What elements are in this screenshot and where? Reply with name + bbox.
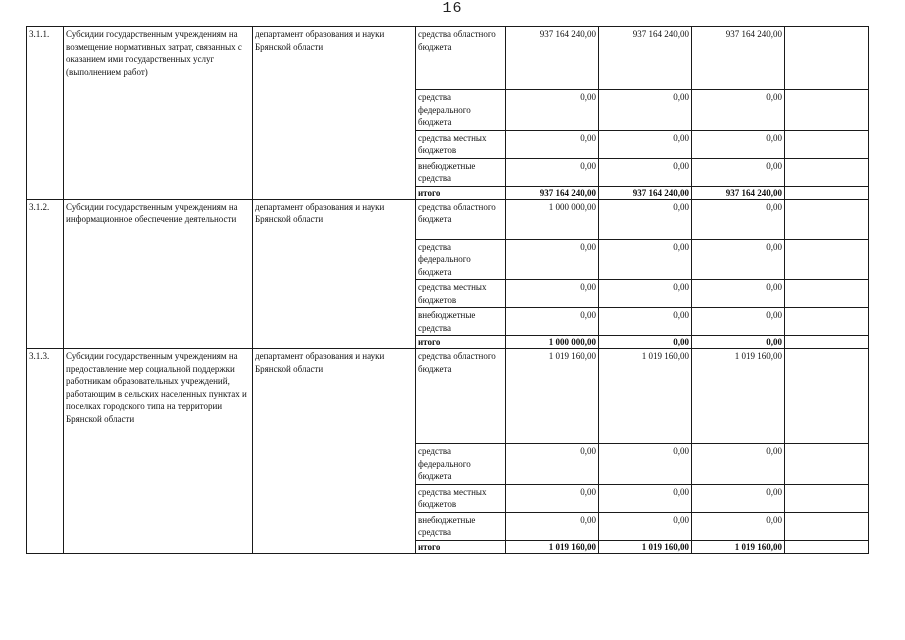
total-amount-3: 937 164 240,00 xyxy=(692,186,785,199)
total-amount-2: 1 019 160,00 xyxy=(599,540,692,553)
amount-4 xyxy=(785,239,869,280)
amount-3: 0,00 xyxy=(692,239,785,280)
amount-2: 0,00 xyxy=(599,199,692,239)
amount-2: 1 019 160,00 xyxy=(599,349,692,444)
amount-4 xyxy=(785,130,869,158)
total-amount-2: 0,00 xyxy=(599,336,692,349)
amount-3: 1 019 160,00 xyxy=(692,349,785,444)
amount-4 xyxy=(785,90,869,131)
amount-2: 0,00 xyxy=(599,90,692,131)
funding-source: внебюджетные средства xyxy=(416,308,506,336)
amount-2: 0,00 xyxy=(599,158,692,186)
item-executor: департамент образования и науки Брянской области xyxy=(253,199,416,349)
total-label: итого xyxy=(416,336,506,349)
amount-4 xyxy=(785,444,869,485)
amount-2: 0,00 xyxy=(599,484,692,512)
total-label: итого xyxy=(416,186,506,199)
funding-source: внебюджетные средства xyxy=(416,158,506,186)
item-description: Субсидии государственным учреждениям на предоставление мер социальной поддержки работникам образовательных учреждений, работающим в сельских населенных пунктах и поселках городского типа на территории Брянской области xyxy=(64,349,253,554)
amount-3: 0,00 xyxy=(692,308,785,336)
amount-4 xyxy=(785,158,869,186)
amount-1: 0,00 xyxy=(506,158,599,186)
amount-1: 0,00 xyxy=(506,308,599,336)
funding-source: средства федерального бюджета xyxy=(416,444,506,485)
funding-source: средства областного бюджета xyxy=(416,199,506,239)
funding-source: средства областного бюджета xyxy=(416,349,506,444)
amount-2: 937 164 240,00 xyxy=(599,27,692,90)
amount-3: 0,00 xyxy=(692,512,785,540)
total-amount-3: 0,00 xyxy=(692,336,785,349)
amount-1: 0,00 xyxy=(506,90,599,131)
amount-4 xyxy=(785,484,869,512)
amount-3: 0,00 xyxy=(692,199,785,239)
amount-3: 0,00 xyxy=(692,444,785,485)
table-body xyxy=(27,27,869,554)
amount-1: 0,00 xyxy=(506,444,599,485)
amount-1: 0,00 xyxy=(506,280,599,308)
total-label: итого xyxy=(416,540,506,553)
total-amount-4 xyxy=(785,336,869,349)
amount-1: 0,00 xyxy=(506,239,599,280)
amount-3: 937 164 240,00 xyxy=(692,27,785,90)
amount-4 xyxy=(785,199,869,239)
amount-1: 0,00 xyxy=(506,512,599,540)
total-amount-1: 1 019 160,00 xyxy=(506,540,599,553)
amount-2: 0,00 xyxy=(599,130,692,158)
page-number: 16 xyxy=(442,0,463,17)
total-amount-1: 1 000 000,00 xyxy=(506,336,599,349)
amount-2: 0,00 xyxy=(599,239,692,280)
amount-4 xyxy=(785,27,869,90)
funding-source: внебюджетные средства xyxy=(416,512,506,540)
amount-4 xyxy=(785,308,869,336)
item-number: 3.1.1. xyxy=(27,27,64,200)
funding-source: средства федерального бюджета xyxy=(416,239,506,280)
amount-4 xyxy=(785,280,869,308)
table-row xyxy=(27,199,869,239)
item-number: 3.1.3. xyxy=(27,349,64,554)
amount-3: 0,00 xyxy=(692,484,785,512)
item-executor: департамент образования и науки Брянской области xyxy=(253,27,416,200)
amount-1: 1 000 000,00 xyxy=(506,199,599,239)
item-executor: департамент образования и науки Брянской области xyxy=(253,349,416,554)
total-amount-1: 937 164 240,00 xyxy=(506,186,599,199)
funding-source: средства местных бюджетов xyxy=(416,130,506,158)
amount-1: 0,00 xyxy=(506,484,599,512)
item-description: Субсидии государственным учреждениям на возмещение нормативных затрат, связанных с оказанием ими государственных услуг (выполнением работ) xyxy=(64,27,253,200)
funding-source: средства местных бюджетов xyxy=(416,280,506,308)
amount-2: 0,00 xyxy=(599,280,692,308)
item-description: Субсидии государственным учреждениям на информационное обеспечение деятельности xyxy=(64,199,253,349)
funding-source: средства федерального бюджета xyxy=(416,90,506,131)
funding-source: средства областного бюджета xyxy=(416,27,506,90)
table-row xyxy=(27,27,869,90)
amount-4 xyxy=(785,512,869,540)
total-amount-3: 1 019 160,00 xyxy=(692,540,785,553)
amount-4 xyxy=(785,349,869,444)
total-amount-4 xyxy=(785,540,869,553)
funding-source: средства местных бюджетов xyxy=(416,484,506,512)
item-number: 3.1.2. xyxy=(27,199,64,349)
amount-3: 0,00 xyxy=(692,280,785,308)
amount-2: 0,00 xyxy=(599,308,692,336)
amount-3: 0,00 xyxy=(692,130,785,158)
amount-1: 1 019 160,00 xyxy=(506,349,599,444)
amount-1: 0,00 xyxy=(506,130,599,158)
amount-2: 0,00 xyxy=(599,444,692,485)
amount-1: 937 164 240,00 xyxy=(506,27,599,90)
amount-3: 0,00 xyxy=(692,158,785,186)
amount-3: 0,00 xyxy=(692,90,785,131)
amount-2: 0,00 xyxy=(599,512,692,540)
total-amount-4 xyxy=(785,186,869,199)
budget-table xyxy=(26,26,869,554)
table-row xyxy=(27,349,869,444)
total-amount-2: 937 164 240,00 xyxy=(599,186,692,199)
